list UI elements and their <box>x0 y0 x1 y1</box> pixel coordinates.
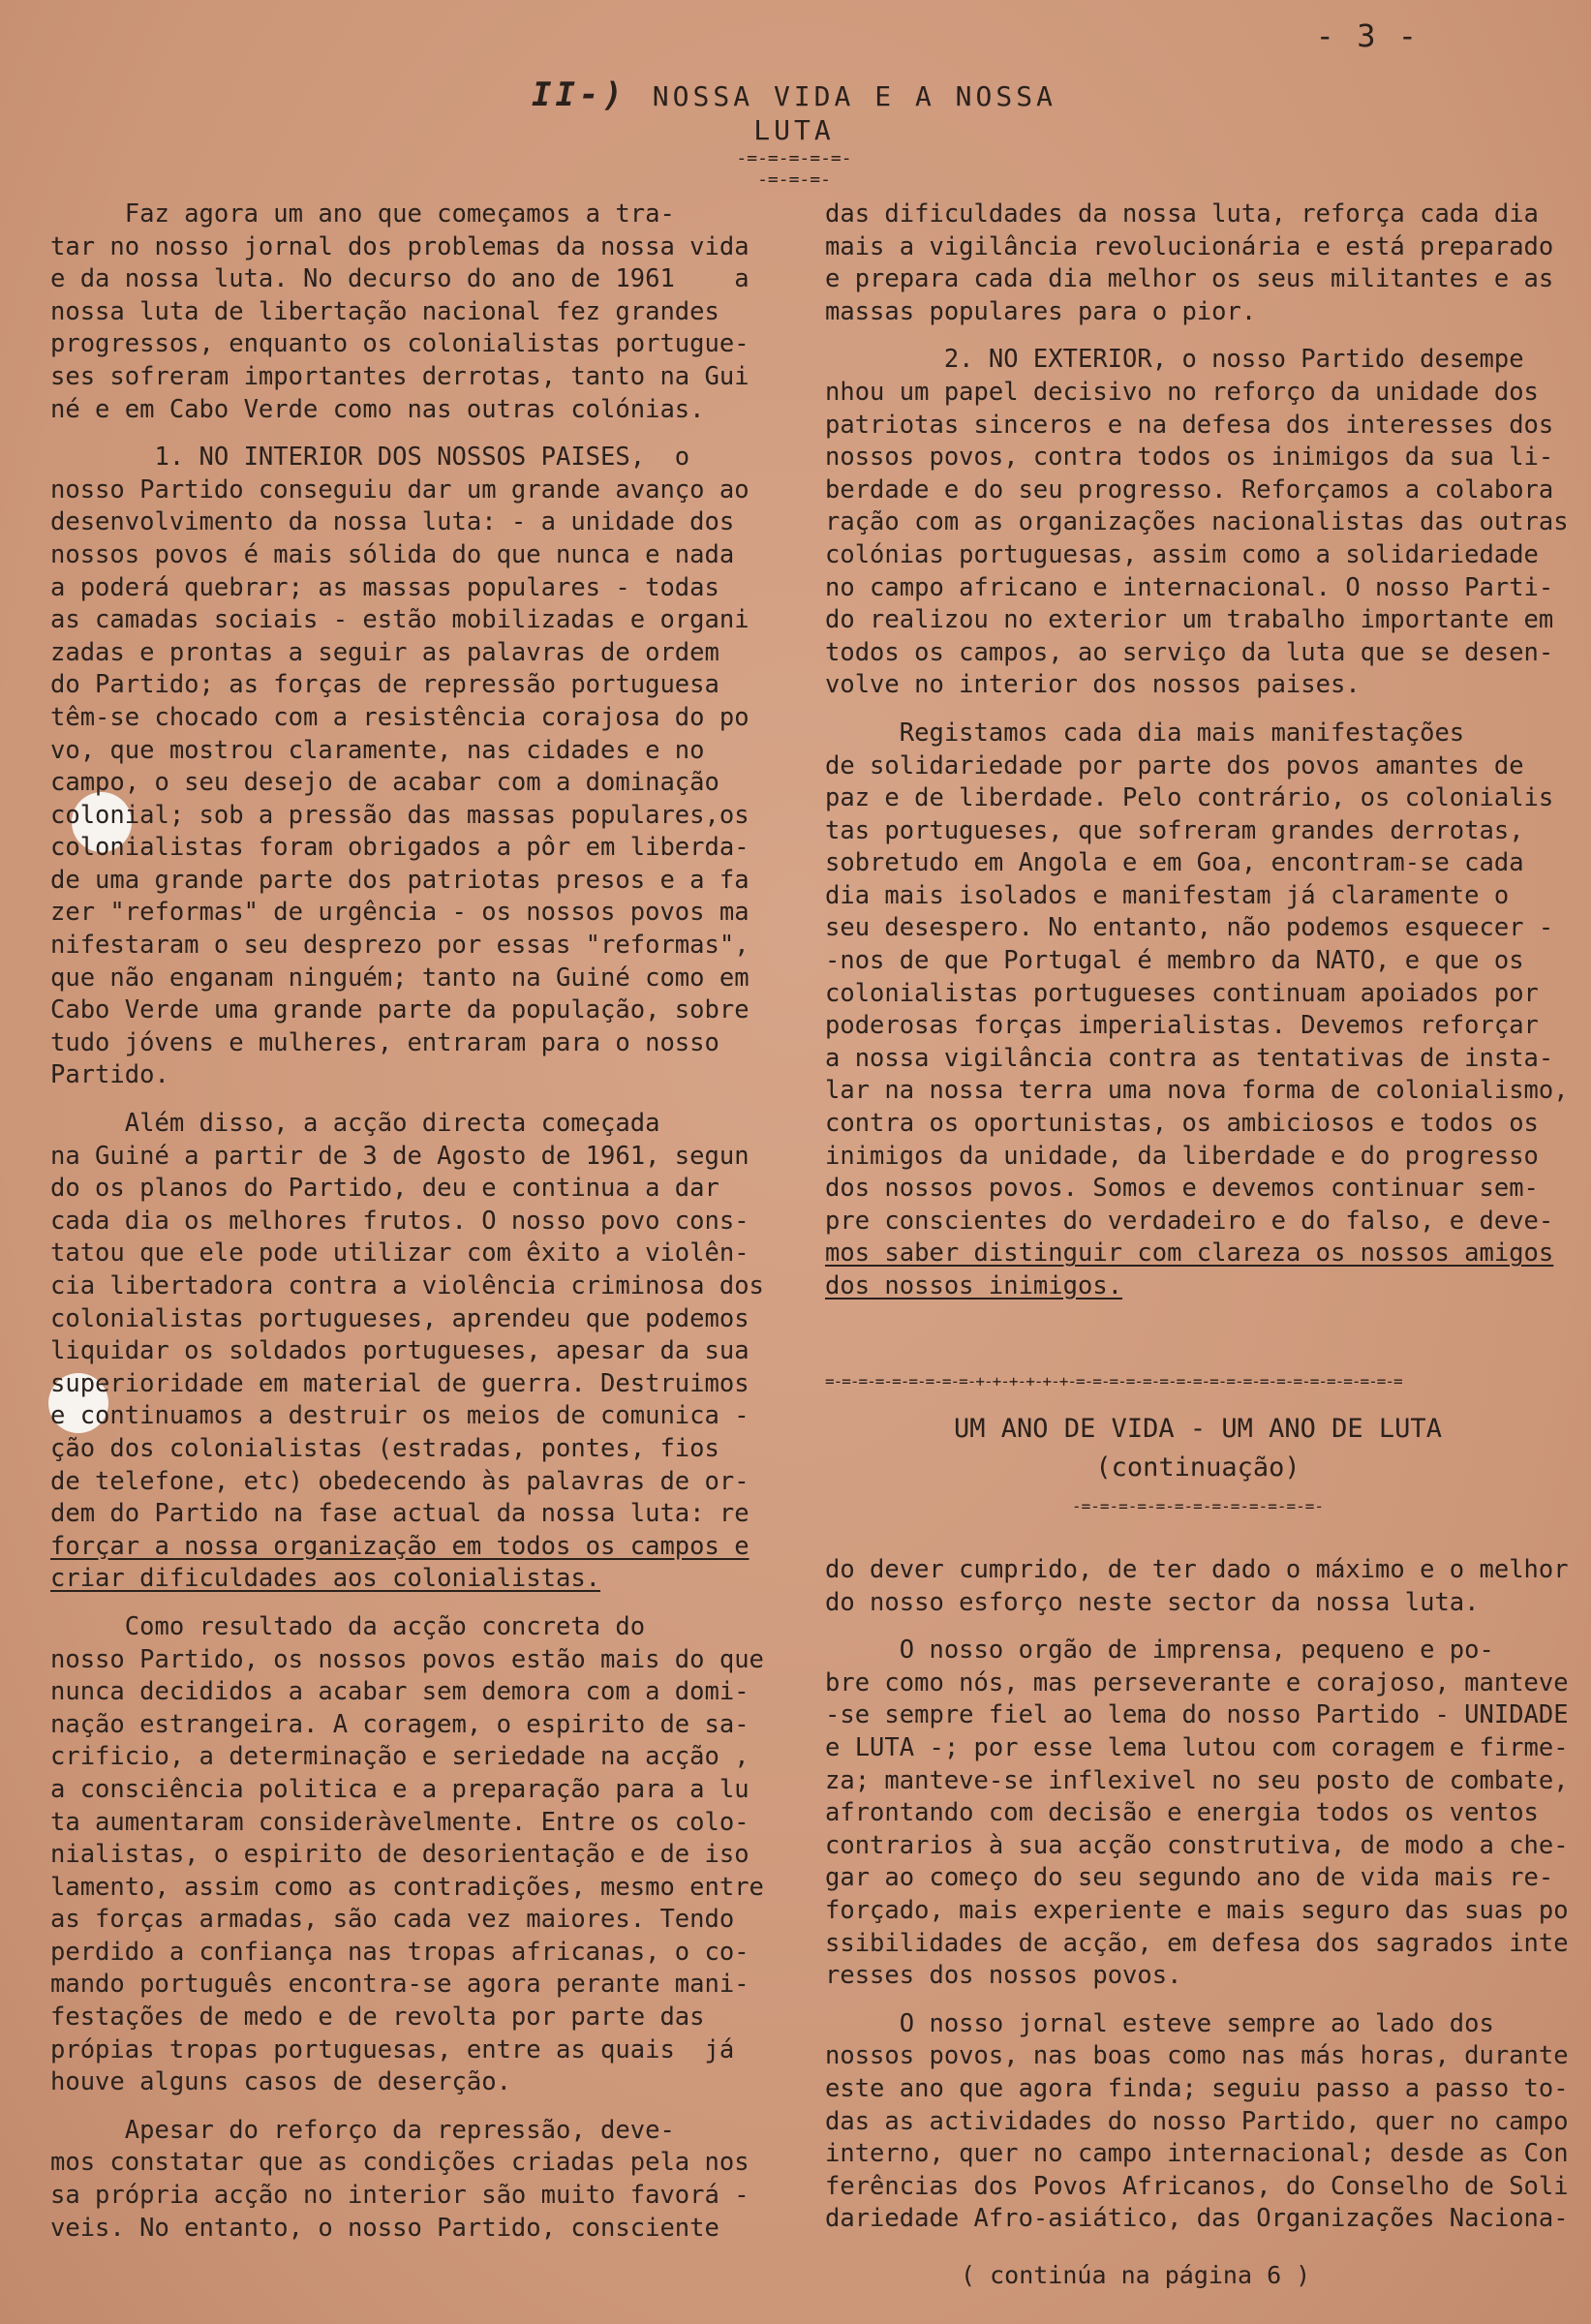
title-ornament-small: -=-=-=- <box>757 169 831 190</box>
article-title <box>484 76 1104 146</box>
right-column <box>825 199 1571 1319</box>
paragraph: 1. NO INTERIOR DOS NOSSOS PAISES, o nosso Partido conseguiu dar um grande avanço ao desenvolvimento da nossa luta: - a unidade dos nossos povos é mais sólida do que nunca e nada a poderá quebrar; as massas populares - todas as camadas sociais - estão mobilizadas e organi zadas e prontas a seguir as palavras de ordem do Partido; as forças de repressão portuguesa têm-se chocado com a resistência corajosa do po vo, que mostrou claramente, nas cidades e no campo, o seu desejo de acabar com a dominação colonial; sob a pressão das massas populares,os colonialistas foram obrigados a pôr em liberda- de uma grande parte dos patriotas presos e a fa zer "reformas" de urgência - os nossos povos ma nifestaram o seu desprezo por essas "reformas", que não enganam ninguém; tanto na Guiné como em Cabo Verde uma grande parte da população, sobre tudo jóvens e mulheres, entraram para o nosso Partido. <box>50 443 750 1090</box>
left-column <box>50 199 786 2260</box>
section-body <box>825 1554 1571 2251</box>
paragraph: 2. NO EXTERIOR, o nosso Partido desempe nhou um papel decisivo no reforço da unidade dos patriotas sinceros e na defesa dos interesses dos nossos povos, contra todos os inimigos da sua li- berdade e do seu progresso. Reforçamos a colabora ração com as organizações nacionalistas das outras colónias portuguesas, assim como a solidariedade no campo africano e internacional. O nosso Parti- do realizou no exterior um trabalho importante em todos os campos, ao serviço da luta que se desen- volve no interior dos nossos paises. <box>825 345 1569 700</box>
article-title-text: NOSSA VIDA E A NOSSA LUTA <box>652 80 1056 146</box>
paragraph: das dificuldades da nossa luta, reforça cada dia mais a vigilância revolucionária e está preparado e prepara cada dia melhor os seus militantes e as massas populares para o pior. <box>825 199 1554 326</box>
paragraph: Registamos cada dia mais manifestações de solidariedade por parte dos povos amantes de paz e de liberdade. Pelo contrário, os colonialis tas portugueses, que sofreram grandes derrotas, sobretudo em Angola e em Goa, encontram-se cada dia mais isolados e manifestam já claramente o seu desespero. No entanto, não podemos esquecer - -nos de que Portugal é membro da NATO, e que os colonialistas portugueses continuam apoiados por poderosas forças imperialistas. Devemos reforçar a nossa vigilância contra as tentativas de insta- lar na nossa terra uma nova forma de colonialismo, contra os oportunistas, os ambiciosos e todos os inimigos da unidade, da liberdade e do progresso dos nossos povos. Somos e devemos continuar sem- pre conscientes do verdadeiro e do falso, e deve- <box>825 718 1569 1236</box>
section-subtitle: (continuação) <box>1095 1452 1300 1483</box>
section-numeral: II-) <box>532 76 627 114</box>
paragraph: Como resultado da acção concreta do nosso Partido, os nossos povos estão mais do que nunca decididos a acabar sem demora com a domi- nação estrangeira. A coragem, o espirito de sa- crificio, a determinação e seriedade na acção , a consciência politica e a preparação para a lu ta aumentaram consideràvelmente. Entre os colo- nialistas, o espirito de desorientação e de iso lamento, assim como as contradições, mesmo entre as forças armadas, são cada vez maiores. Tendo perdido a confiança nas tropas africanas, o co- mando português encontra-se agora perante mani- festações de medo e de revolta por parte das própias tropas portuguesas, entre as quais já houve alguns casos de deserção. <box>50 1611 764 2097</box>
paragraph: do dever cumprido, de ter dado o máximo e o melhor do nosso esforço neste sector da nossa luta. <box>825 1555 1569 1617</box>
section-ornament: -=-=-=-=-=-=-=-=-=-=-=-=-=- <box>1071 1497 1325 1515</box>
section-title: UM ANO DE VIDA - UM ANO DE LUTA <box>954 1414 1442 1444</box>
paragraph: O nosso jornal esteve sempre ao lado dos nossos povos, nas boas como nas más horas, durante este ano que agora finda; seguiu passo a passo to- das as actividades do nosso Partido, quer no campo interno, quer no campo internacional; desde as Con ferências dos Povos Africanos, do Conselho de Soli dariedade Afro-asiático, das Organizações Naciona- <box>825 2008 1569 2234</box>
underlined-slogan: mos saber distinguir com clareza os nossos amigos dos nossos inimigos. <box>825 1238 1554 1300</box>
continued-note: ( continúa na página 6 ) <box>961 2261 1311 2289</box>
paragraph: O nosso orgão de imprensa, pequeno e po- bre como nós, mas perseverante e corajoso, manteve -se sempre fiel ao lema do nosso Partido - UNIDADE e LUTA -; por esse lema lutou com coragem e firme- za; manteve-se inflexivel no seu posto de combate, afrontando com decisão e energia todos os ventos contrarios à sua acção construtiva, de modo a che- gar ao começo do seu segundo ano de vida mais re- forçado, mais experiente e mais seguro das suas po ssibilidades de acção, em defesa dos sagrados inte resses dos nossos povos. <box>825 1636 1569 1991</box>
page-number: - 3 - <box>1315 17 1419 54</box>
paragraph: Além disso, a acção directa começada na Guiné a partir de 3 de Agosto de 1961, segun do os planos do Partido, deu e continua a dar cada dia os melhores frutos. O nosso povo cons- tatou que ele pode utilizar com êxito a violên- cia libertadora contra a violência criminosa dos colonialistas portugueses, aprendeu que podemos liquidar os soldados portugueses, apesar da sua superioridade em material de guerra. Destruimos e continuamos a destruir os meios de comunica - ção dos colonialistas (estradas, pontes, fios de telefone, etc) obedecendo às palavras de or- dem do Partido na fase actual da nossa luta: re <box>50 1109 764 1529</box>
underlined-slogan: forçar a nossa organização em todos os campos e criar dificuldades aos colonialistas. <box>50 1531 750 1594</box>
title-ornament: -=-=-=-=-=- <box>736 148 852 168</box>
article-heading <box>484 76 1104 189</box>
section-divider: =-=-=-=-=-=-=-=-=-+-+-+-+-+-+-=-=-=-=-=-=-=-=-=-=-=-=-=-=-=-=-=-=-=-= <box>825 1372 1402 1391</box>
paragraph: Apesar do reforço da repressão, deve- mos constatar que as condições criadas pela nos sa própria acção no interior são muito favorá - veis. No entanto, o nosso Partido, consciente <box>50 2115 750 2243</box>
section-heading <box>825 1410 1571 1526</box>
paragraph: Faz agora um ano que começamos a tra- tar no nosso jornal dos problemas da nossa vida e da nossa luta. No decurso do ano de 1961 a nossa luta de libertação nacional fez grandes progressos, enquanto os colonialistas portugue- ses sofreram importantes derrotas, tanto na Gui né e em Cabo Verde como nas outras colónias. <box>50 199 750 424</box>
